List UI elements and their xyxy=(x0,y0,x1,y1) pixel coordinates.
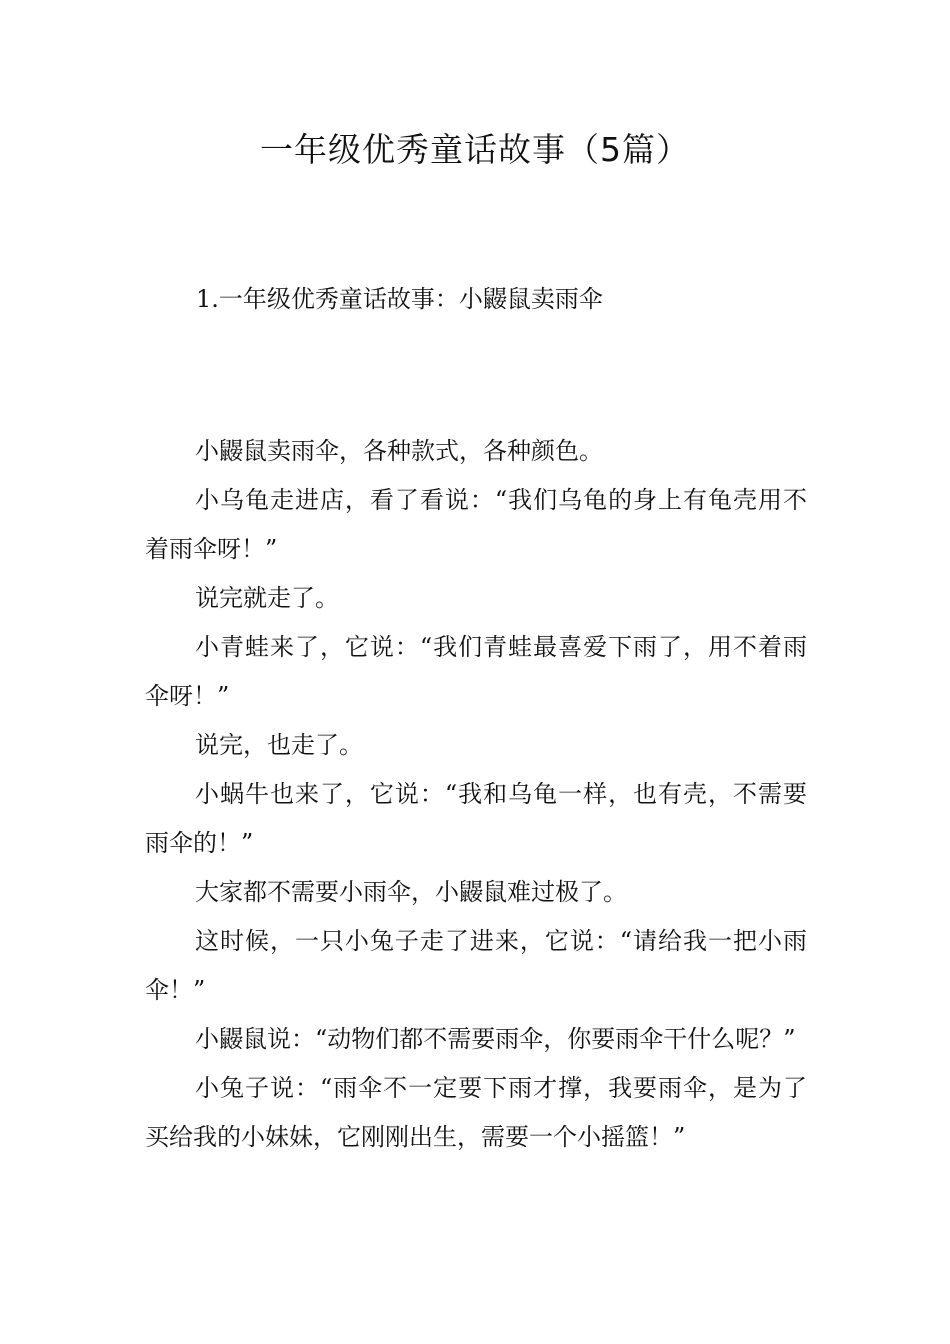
paragraph: 小兔子说：“雨伞不一定要下雨才撑，我要雨伞，是为了买给我的小妹妹，它刚刚出生，需要一个小摇篮！” xyxy=(145,1074,807,1151)
document-title: 一年级优秀童话故事（5篇） xyxy=(260,130,690,169)
paragraph: 这时候，一只小兔子走了进来，它说：“请给我一把小雨伞！” xyxy=(145,927,807,1004)
paragraph: 小鼹鼠说：“动物们都不需要雨伞，你要雨伞干什么呢？” xyxy=(195,1025,796,1053)
paragraph: 小蜗牛也来了，它说：“我和乌龟一样，也有壳，不需要雨伞的！” xyxy=(145,780,807,857)
paragraph: 小乌龟走进店，看了看说：“我们乌龟的身上有龟壳用不着雨伞呀！” xyxy=(145,486,807,563)
story-body xyxy=(145,427,807,1162)
paragraph: 大家都不需要小雨伞，小鼹鼠难过极了。 xyxy=(195,878,627,906)
paragraph: 说完，也走了。 xyxy=(195,731,363,759)
paragraph: 小鼹鼠卖雨伞，各种款式，各种颜色。 xyxy=(195,437,603,465)
section-heading: 1.一年级优秀童话故事：小鼹鼠卖雨伞 xyxy=(196,285,603,313)
paragraph: 小青蛙来了，它说：“我们青蛙最喜爱下雨了，用不着雨伞呀！” xyxy=(145,633,807,710)
paragraph: 说完就走了。 xyxy=(195,584,339,612)
